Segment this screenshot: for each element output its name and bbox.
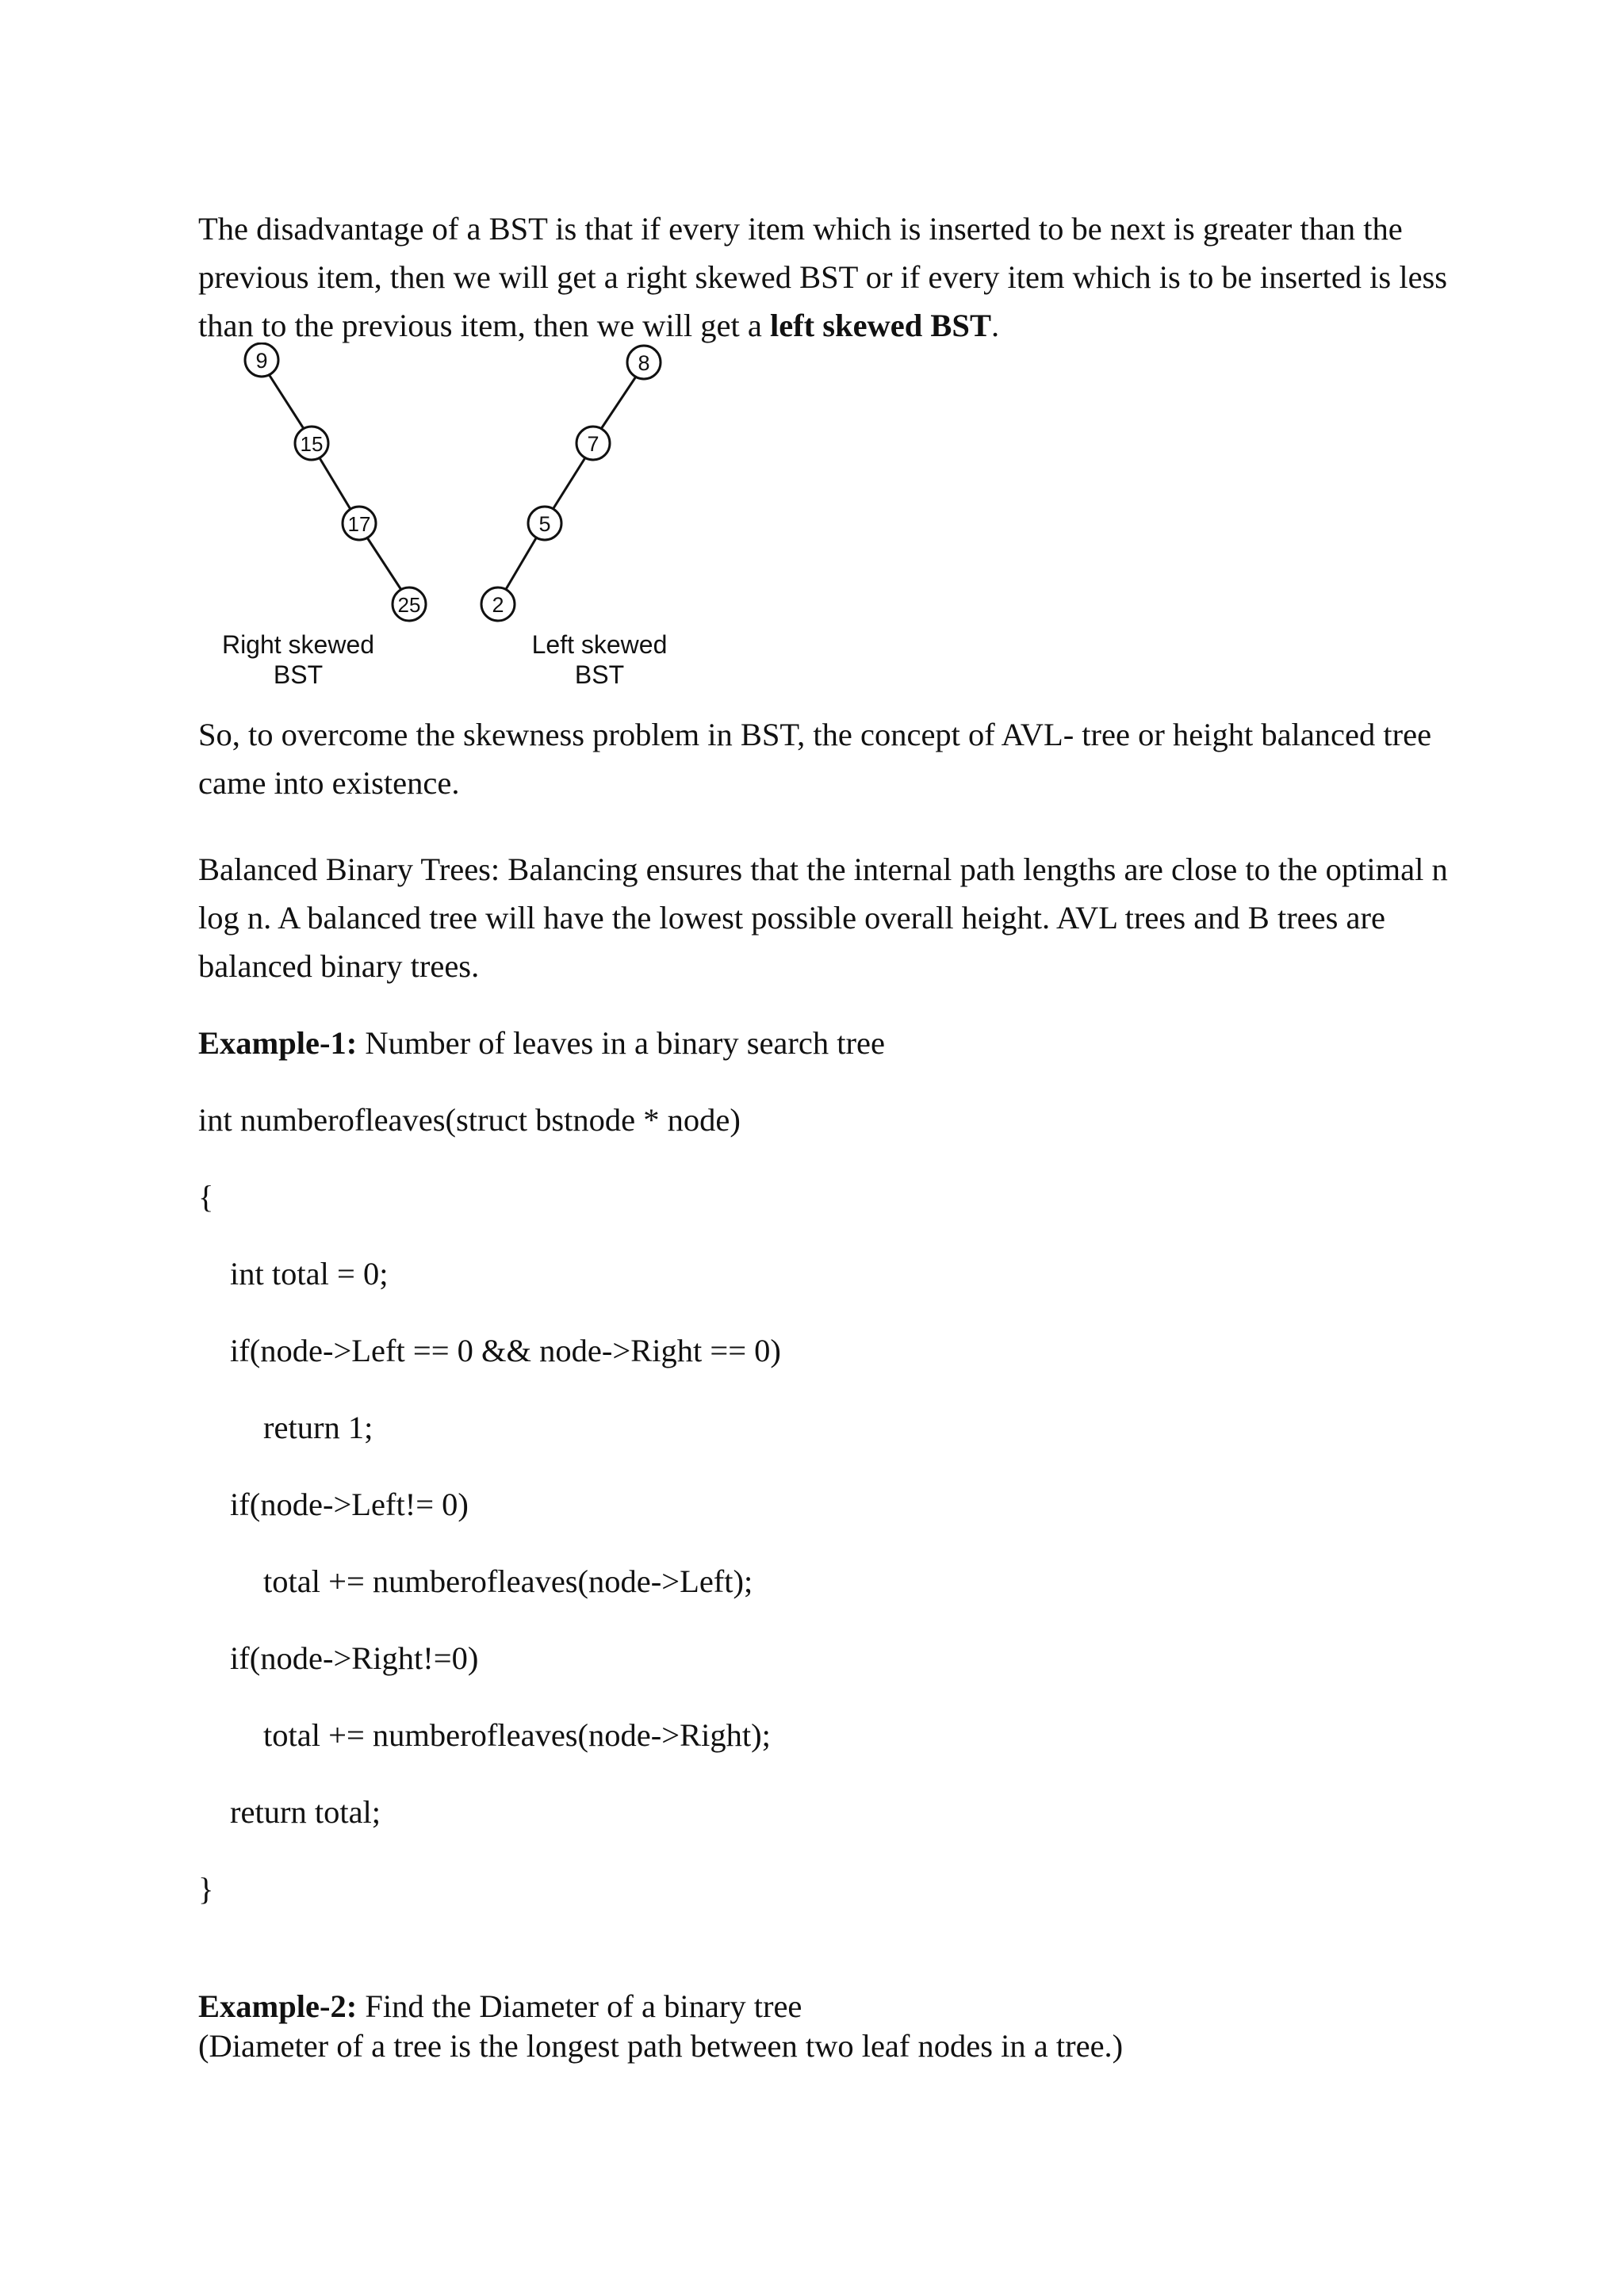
tree-node-5 — [528, 507, 561, 540]
code-line: return total; — [230, 1794, 381, 1830]
code-line: if(node->Right!=0) — [230, 1640, 479, 1676]
intro-bold-term: left skewed BST — [769, 308, 991, 343]
left-skewed-edges — [503, 372, 639, 595]
node-label-5: 5 — [538, 512, 551, 536]
code-line: total += numberofleaves(node->Right); — [263, 1717, 771, 1753]
intro-text: The disadvantage of a BST is that if every item which is inserted to be next is greater than the previous item, then we will get a right skewed BST or if every item which is to be inserted is less than to the previous item, then we will get a — [198, 211, 1448, 343]
left-skewed-caption-line1: Left skewed — [531, 630, 668, 659]
code-line: { — [198, 1179, 214, 1215]
code-line: total += numberofleaves(node->Left); — [263, 1563, 753, 1599]
code-line: if(node->Left == 0 && node->Right == 0) — [230, 1333, 781, 1368]
node-label-15: 15 — [300, 432, 324, 456]
code-line: int numberofleaves(struct bstnode * node) — [198, 1102, 741, 1138]
node-label-9: 9 — [255, 349, 268, 373]
example2-note: (Diameter of a tree is the longest path between two leaf nodes in a tree.) — [198, 2028, 1124, 2064]
code-line: } — [198, 1871, 214, 1907]
example1-label: Example-1: — [198, 1025, 358, 1061]
example2-heading — [198, 1987, 802, 2026]
node-label-25: 25 — [397, 593, 421, 617]
example1-heading — [198, 1024, 885, 1063]
example2-title: Find the Diameter of a binary tree — [357, 1988, 802, 2024]
code-line: return 1; — [263, 1410, 373, 1445]
node-label-2: 2 — [492, 593, 504, 617]
tree-node-15 — [295, 427, 328, 460]
balanced-trees-paragraph: Balanced Binary Trees: Balancing ensures that the internal path lengths are close to the optimal n log n. A balanced tree will have the lowest possible overall height. AVL trees and B trees are balanced binary trees. — [198, 851, 1448, 984]
left-skewed-tree — [481, 346, 667, 689]
example1-title: Number of leaves in a binary search tree — [357, 1025, 885, 1061]
code-line: int total = 0; — [230, 1256, 389, 1292]
code-line: if(node->Left!= 0) — [230, 1487, 469, 1522]
skewed-bst-figure — [198, 342, 690, 699]
intro-period: . — [990, 308, 1000, 343]
node-label-7: 7 — [587, 432, 599, 456]
tree-node-7 — [576, 427, 610, 460]
tree-node-25 — [393, 587, 426, 621]
right-skewed-caption-line2: BST — [273, 660, 324, 689]
tree-node-2 — [481, 587, 515, 621]
tree-node-8 — [627, 346, 661, 379]
example2-label: Example-2: — [198, 1988, 358, 2024]
tree-node-9 — [245, 343, 278, 377]
node-label-17: 17 — [347, 512, 371, 536]
left-skewed-caption-line2: BST — [574, 660, 625, 689]
right-skewed-caption-line1: Right skewed — [221, 630, 375, 659]
node-label-8: 8 — [638, 351, 650, 375]
tree-node-17 — [343, 507, 376, 540]
overcome-paragraph: So, to overcome the skewness problem in BST, the concept of AVL- tree or height balanced tree came into existence. — [198, 717, 1432, 801]
right-skewed-edges — [267, 372, 404, 595]
intro-paragraph — [198, 205, 1451, 350]
right-skewed-tree — [222, 343, 426, 689]
